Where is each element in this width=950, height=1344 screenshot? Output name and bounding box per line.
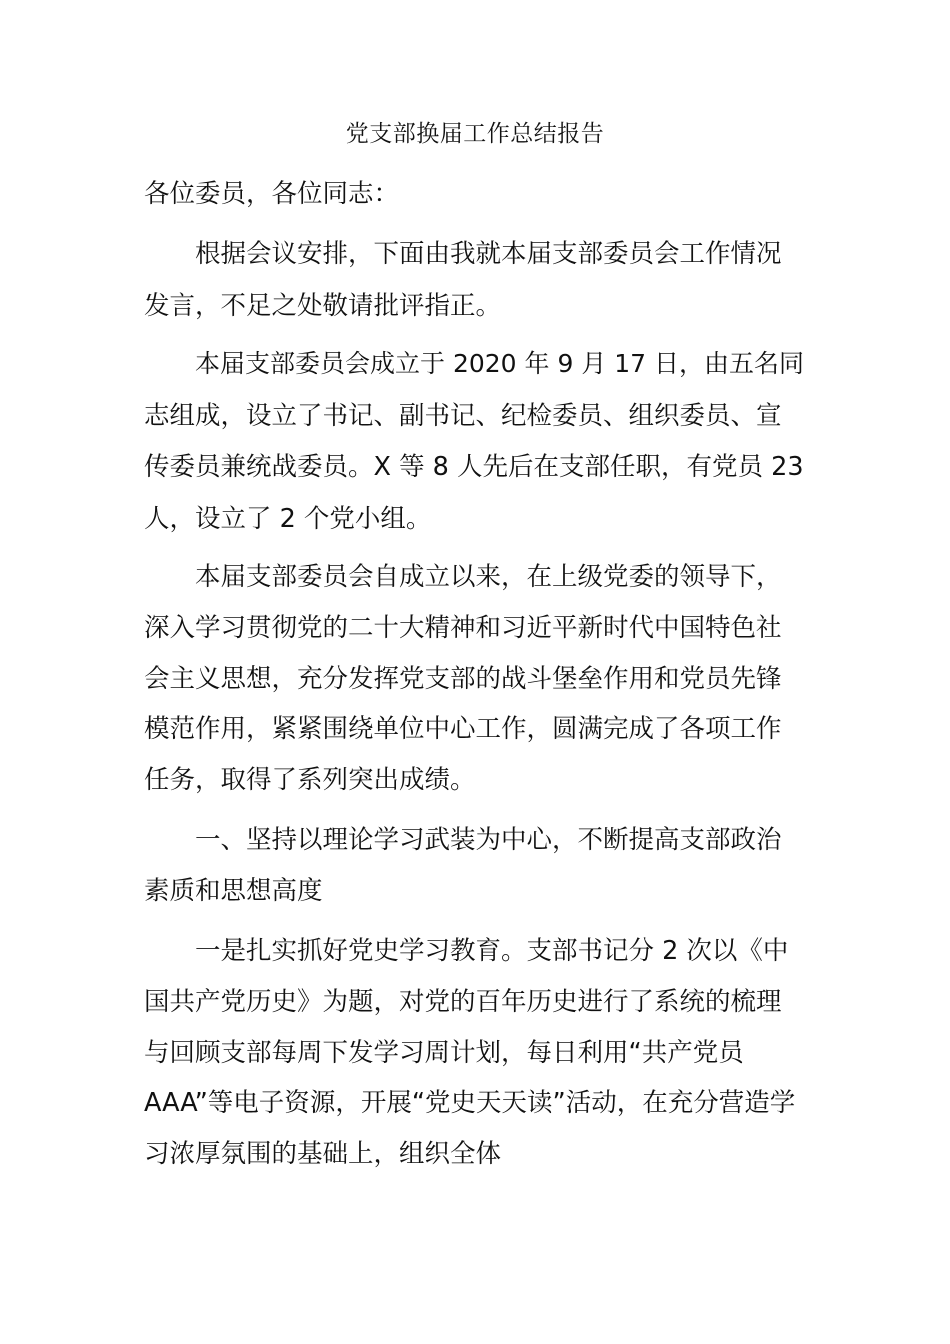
paragraph-5-line-1: 一是扎实抓好党史学习教育。支部书记分 2 次以《中	[195, 936, 789, 966]
paragraph-2-line-4: 人，设立了 2 个党小组。	[144, 504, 432, 534]
paragraph-3-line-4: 模范作用，紧紧围绕单位中心工作，圆满完成了各项工作	[144, 714, 782, 744]
section-heading-line-2: 素质和思想高度	[144, 876, 323, 906]
paragraph-2-line-3: 传委员兼统战委员。X 等 8 人先后在支部任职，有党员 23	[144, 452, 804, 482]
paragraph-3-line-2: 深入学习贯彻党的二十大精神和习近平新时代中国特色社	[144, 613, 782, 643]
paragraph-3-line-5: 任务，取得了系列突出成绩。	[144, 765, 476, 795]
document-title: 党支部换届工作总结报告	[345, 121, 605, 147]
paragraph-5-line-2: 国共产党历史》为题，对党的百年历史进行了系统的梳理	[144, 987, 782, 1017]
paragraph-3-line-1: 本届支部委员会自成立以来，在上级党委的领导下，	[195, 562, 782, 592]
salutation: 各位委员，各位同志：	[144, 179, 400, 209]
paragraph-2-line-2: 志组成，设立了书记、副书记、纪检委员、组织委员、宣	[144, 401, 782, 431]
section-heading-line-1: 一、坚持以理论学习武装为中心，不断提高支部政治	[195, 825, 782, 855]
paragraph-1-line-1: 根据会议安排，下面由我就本届支部委员会工作情况	[195, 239, 782, 269]
paragraph-5-line-5: 习浓厚氛围的基础上，组织全体	[144, 1139, 502, 1169]
paragraph-1-line-2: 发言，不足之处敬请批评指正。	[144, 291, 502, 321]
paragraph-2-line-1: 本届支部委员会成立于 2020 年 9 月 17 日，由五名同	[195, 349, 805, 378]
paragraph-5-line-4: AAA”等电子资源，开展“党史天天读”活动，在充分营造学	[144, 1088, 796, 1118]
paragraph-5-line-3: 与回顾支部每周下发学习周计划，每日利用“共产党员	[144, 1038, 744, 1068]
paragraph-3-line-3: 会主义思想，充分发挥党支部的战斗堡垒作用和党员先锋	[144, 664, 782, 694]
